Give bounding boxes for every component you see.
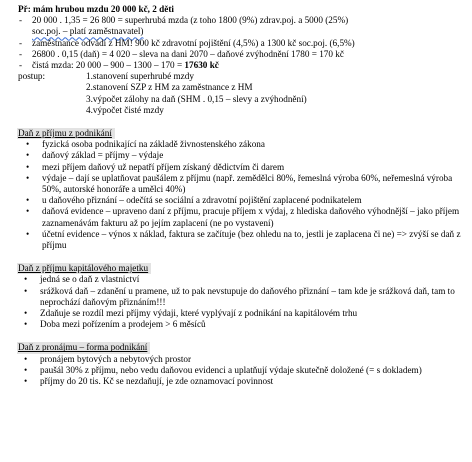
list-item: - 26800 . 0,15 (daň) = 4 020 – sleva na dani 2070 – daňové zvýhodnění 1780 = 170 kč: [18, 49, 464, 60]
postup-step: 1.stanovení superhrubé mzdy: [86, 71, 194, 82]
postup-step: 3.výpočet zálohy na daň (SHM . 0,15 – slevy a zvýhodnění): [86, 93, 307, 104]
list-item: [18, 15, 464, 37]
list-item: • Zdaňuje se rozdíl mezi příjmy výdaji, které vyplývají z podnikání na kapitálovém trhu: [18, 308, 464, 319]
postup-step: 2.stanovení SZP z HM za zaměstnance z HM: [86, 82, 253, 93]
net-wage-label: čistá mzda: 20 000 – 900 – 1300 – 170 =: [32, 60, 185, 71]
list-item: • pronájem bytových a nebytových prostor: [18, 354, 464, 365]
postup-steps: [86, 71, 307, 116]
section-list: [18, 139, 464, 251]
list-item: • fyzická osoba podnikající na základě živnostenského zákona: [18, 139, 464, 150]
list-item: • výdaje – dají se uplatňovat paušálem z příjmu (např. zemědělci 80%, řemeslná výroba 60%, neřemeslná výroba 50%, autorské honoráře a umělci 40%): [18, 173, 464, 195]
section-heading: Daň z příjmu z podnikání: [17, 128, 115, 139]
list-item: • daňový základ = příjmy – výdaje: [18, 150, 464, 161]
list-item: • příjmy do 20 tis. Kč se nezdaňují, je zde oznamovací povinnost: [18, 376, 464, 387]
list-item: • srážková daň – zdanění u pramene, už to pak nevstupuje do daňového přiznání – tam kde je srážková daň, tam to neprochází daňovým přiznáním!!!: [18, 286, 464, 308]
example-title: Př: mám hrubou mzdu 20 000 kč, 2 děti: [18, 4, 174, 14]
list-item: • jedná se o daň z vlastnictví: [18, 274, 464, 285]
postup-label: postup:: [18, 71, 46, 82]
section-heading: Daň z příjmu kapitálového majetku: [17, 263, 151, 274]
list-item: • u daňového přiznání – odečítá se sociální a zdravotní pojištění zaplacené podnikatelem: [18, 195, 464, 206]
section-list: [18, 354, 464, 388]
list-item: • daňová evidence – upraveno daní z příjmu, pracuje příjem x výdaj, z hlediska daňového výhodnější – jako příjem zaznamenávám fakturu až po jejím zaplacení (ne po vystavení): [18, 206, 464, 228]
postup-step: 4.výpočet čisté mzdy: [86, 104, 164, 115]
net-wage-result: 17630 kč: [184, 60, 219, 71]
superhruba-line: - 20 000 . 1,35 = 26 800 = superhrubá mzda (z toho 1800 (9%) zdrav.poj. a 5000 (25%): [32, 15, 349, 26]
example-calculation-list: [18, 15, 464, 71]
section-list: [18, 274, 464, 330]
list-item: • mezi příjem daňový už nepatří příjem získaný dědictvím či darem: [18, 162, 464, 173]
list-item: - zaměstnance odvádí z HM! 900 kč zdravotní pojištění (4,5%) a 1300 kč soc.poj. (6,5%): [18, 38, 464, 49]
postup-block: [18, 71, 464, 116]
list-item: • účetní evidence – výnos x náklad, faktura se začítuje (bez ohledu na to, jestli je zaplacena či ne) => zvýší se daň z příjmu: [18, 229, 464, 251]
superhruba-line-cont: soc.poj. – platí zaměstnavatel): [32, 26, 144, 37]
list-item: • Doba mezi pořízením a prodejem > 6 měsíců: [18, 319, 464, 330]
list-item: • paušál 30% z příjmu, nebo vedu daňovou evidenci a uplatňují výdaje skutečně doložené (= s dokladem): [18, 365, 464, 376]
list-item: [18, 60, 464, 71]
section-heading: Daň z pronájmu – forma podnikání: [17, 342, 150, 353]
